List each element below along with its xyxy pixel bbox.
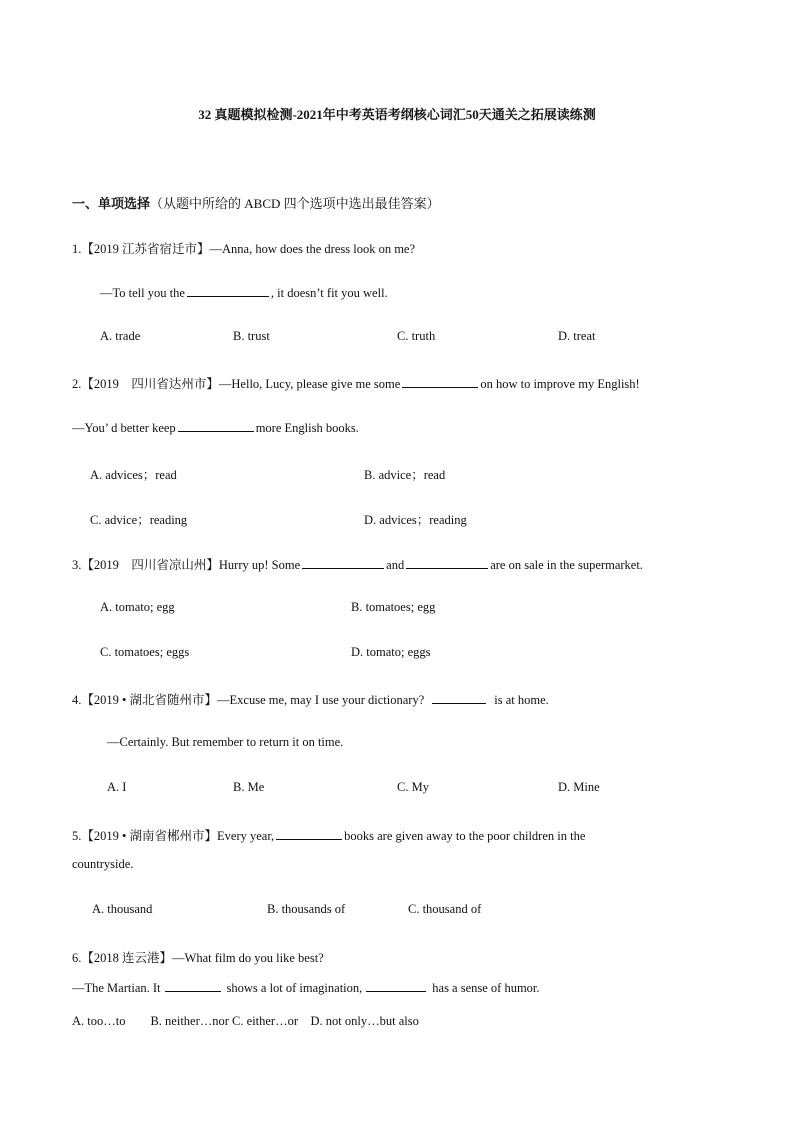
answer-blank (402, 375, 478, 388)
reply-text: —To tell you the (100, 286, 185, 300)
question-source: 【2019 • 湖北省随州市】 (81, 693, 218, 707)
question-number: 1. (72, 242, 82, 256)
option-a: A. thousand (92, 902, 153, 916)
option-c: C. tomatoes; eggs (100, 645, 190, 659)
question-5-continuation: countryside. (72, 857, 134, 871)
question-source: 【2019 四川省凉山州】 (81, 558, 219, 572)
option-b: B. trust (233, 329, 270, 343)
question-source: 【2019 • 湖南省郴州市】 (81, 829, 218, 843)
section-heading (72, 193, 440, 212)
reply-text: —The Martian. It (72, 981, 161, 995)
question-stem: —What film do you like best? (172, 951, 324, 965)
option-d: D. treat (558, 329, 596, 343)
question-stem: —Hello, Lucy, please give me some (218, 377, 401, 391)
question-1-reply (100, 284, 388, 301)
question-5 (72, 826, 585, 844)
option-d: D. tomato; eggs (351, 645, 431, 659)
option-b: B. thousands of (267, 902, 346, 916)
reply-text: —You’ d better keep (72, 421, 176, 435)
question-stem: Hurry up! Some (218, 558, 301, 572)
question-6-reply (72, 979, 540, 996)
option-a: A. I (107, 780, 127, 794)
question-4-reply: —Certainly. But remember to return it on time. (107, 735, 344, 749)
question-6 (72, 948, 324, 966)
question-4 (72, 690, 549, 708)
option-b: B. tomatoes; egg (351, 600, 436, 614)
answer-blank (187, 284, 269, 297)
question-1 (72, 239, 415, 257)
question-stem: is at home. (494, 693, 549, 707)
answer-blank (406, 556, 488, 569)
question-stem: books are given away to the poor children in the (344, 829, 586, 843)
question-stem: —Anna, how does the dress look on me? (209, 242, 416, 256)
question-number: 4. (72, 693, 82, 707)
option-d: D. Mine (558, 780, 600, 794)
question-stem: and (386, 558, 405, 572)
option-d: D. advices；reading (364, 513, 467, 527)
answer-blank (302, 556, 384, 569)
answer-blank (276, 827, 342, 840)
question-number: 6. (72, 951, 82, 965)
option-c: C. advice；reading (90, 513, 188, 527)
question-3 (72, 555, 643, 573)
question-source: 【2018 连云港】 (81, 951, 173, 965)
answer-blank (366, 979, 426, 992)
question-source: 【2019 江苏省宿迁市】 (81, 242, 210, 256)
answer-blank (178, 419, 254, 432)
reply-text: , it doesn’t fit you well. (270, 286, 388, 300)
question-source: 【2019 四川省达州市】 (81, 377, 219, 391)
question-stem: are on sale in the supermarket. (490, 558, 643, 572)
option-b: B. advice；read (364, 468, 446, 482)
question-number: 3. (72, 558, 82, 572)
section-instruction: （从题中所给的 ABCD 四个选项中选出最佳答案） (150, 196, 440, 211)
answer-blank (432, 691, 486, 704)
question-stem: Every year, (217, 829, 275, 843)
option-b: B. Me (233, 780, 265, 794)
question-stem: —Excuse me, may I use your dictionary? (217, 693, 425, 707)
option-c: C. truth (397, 329, 436, 343)
question-2-reply (72, 419, 359, 436)
question-number: 5. (72, 829, 82, 843)
reply-text: shows a lot of imagination, (226, 981, 363, 995)
section-title: 一、单项选择 (72, 196, 151, 211)
question-stem: on how to improve my English! (480, 377, 640, 391)
page-title: 32 真题模拟检测-2021年中考英语考纲核心词汇50天通关之拓展读练测 (198, 107, 596, 122)
option-a: A. advices；read (90, 468, 177, 482)
option-a: A. tomato; egg (100, 600, 175, 614)
option-c: C. My (397, 780, 429, 794)
reply-text: has a sense of humor. (432, 981, 540, 995)
question-6-options: A. too…to B. neither…nor C. either…or D. not only…but also (72, 1014, 419, 1028)
question-2 (72, 374, 640, 392)
question-number: 2. (72, 377, 82, 391)
reply-text: more English books. (255, 421, 359, 435)
option-a: A. trade (100, 329, 141, 343)
answer-blank (165, 979, 221, 992)
option-c: C. thousand of (408, 902, 482, 916)
